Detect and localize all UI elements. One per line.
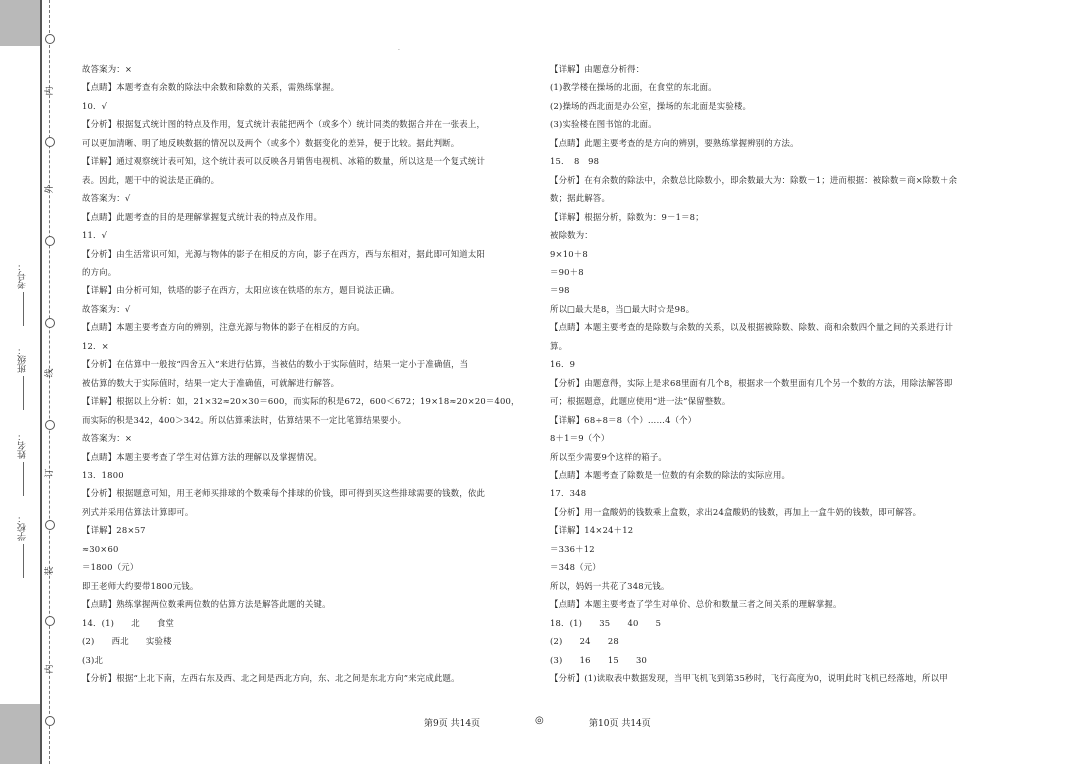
text-line: 【详解】由题意分析得： (550, 64, 645, 74)
top-mark: · (398, 47, 400, 54)
text-line: 【点睛】本题主要考查了学生对估算方法的理解以及掌握情况。 (82, 451, 323, 462)
text-line: ＝348（元） (550, 562, 601, 573)
text-line: 【分析】用一盒酸奶的钱数乘上盒数，求出24盒酸奶的钱数，再加上一盒牛奶的钱数，即可解答。 (550, 506, 922, 517)
school-label: 学校： (18, 514, 28, 541)
text-line: ＝336＋12 (550, 543, 595, 554)
text-line: 11．√ (82, 230, 108, 241)
class-field[interactable] (6, 346, 40, 410)
text-line: 13．1800 (82, 469, 124, 480)
side-char: 线 (45, 368, 55, 378)
school-blank[interactable] (23, 544, 24, 578)
text-line: 【点睛】本题主要考查方向的辨别，注意光源与物体的影子在相反的方向。 (82, 322, 365, 333)
text-line: 故答案为：√ (82, 303, 131, 314)
text-line: 【点睛】本题考查有余数的除法中余数和除数的关系，需熟练掌握。 (82, 82, 340, 93)
text-line: 被除数为： (550, 230, 593, 241)
binding-ring (45, 137, 55, 147)
binding-ring (45, 716, 55, 726)
side-char: 订 (45, 468, 55, 478)
gutter-dashed-line (49, 0, 50, 764)
text-line: 【分析】由生活常识可知，光源与物体的影子在相反的方向，影子在西方，西与东相对，据此即可知道太阳 (82, 248, 486, 259)
text-line: ＝98 (550, 285, 570, 296)
text-line: 16．9 (550, 359, 576, 370)
text-line: 【详解】通过观察统计表可知，这个统计表可以反映各月销售电视机、冰箱的数量，所以这是一个复式统计 (82, 156, 486, 167)
text-line: 18．(1) 35 40 5 (550, 617, 662, 628)
text-line: 即王老师大约要带1800元钱。 (82, 580, 199, 591)
text-line: 【分析】根据复式统计图的特点及作用，复式统计表能把两个（或多个）统计同类的数据合并在一张表上， (82, 119, 486, 130)
text-line: 【点睛】本题考查了除数是一位数的有余数的除法的实际应用。 (550, 469, 791, 480)
text-line: 【分析】根据题意可知，用王老师买排球的个数乘每个排球的价钱，即可得到买这些排球需要的钱数，依此 (82, 488, 486, 499)
text-line: ＝1800（元） (82, 562, 139, 573)
right-page-column (550, 60, 1010, 687)
class-label: 班级： (18, 346, 28, 373)
side-char: 装 (45, 566, 55, 576)
text-line: 【分析】根据“上北下南，左西右东及西、北之间是西北方向，东、北之间是东北方向”来完成此题。 (82, 672, 460, 683)
text-line: 【点睛】本题主要考查了学生对单价、总价和数量三者之间关系的理解掌握。 (550, 599, 842, 610)
text-line: 【详解】根据以上分析：如，21×32≈20×30＝600，而实际的积是672，600＜672；19×18≈20×20＝400， (82, 396, 520, 407)
text-line: 被估算的数大于实际值时，结果一定大于准确值，可就解进行解答。 (82, 377, 340, 388)
text-line: (3) 16 15 30 (550, 654, 648, 665)
text-line: 15． 8 98 (550, 156, 600, 167)
text-line: (2) 24 28 (550, 636, 619, 647)
text-line: 14．(1) 北 食堂 (82, 617, 175, 628)
text-line: (2)操场的西北面是办公室，操场的东北面是实验楼。 (550, 100, 752, 111)
left-page-column (82, 60, 542, 687)
binding-ring (45, 420, 55, 430)
text-line: 【分析】(1)读取表中数据发现，当甲飞机飞到第35秒时，飞行高度为0，说明此时飞机已经落地，所以甲 (550, 672, 948, 683)
text-line: 表。因此，题干中的说法是正确的。 (82, 174, 220, 185)
text-line: 可以更加清晰、明了地反映数据的情况以及两个（或多个）数据变化的差异，便于比较。据此判断。 (82, 137, 460, 148)
binding-ring (45, 34, 55, 44)
text-line: 故答案为：× (82, 433, 133, 444)
text-line: 所以，妈妈一共花了348元钱。 (550, 580, 670, 591)
binding-ring (45, 318, 55, 328)
text-line: ≈30×60 (82, 543, 119, 554)
text-line: 【详解】14×24＋12 (550, 525, 634, 536)
name-field[interactable] (6, 432, 40, 496)
text-line: 所以至少需要9个这样的箱子。 (550, 451, 668, 462)
text-line: 算。 (550, 340, 568, 351)
text-line: 【分析】在估算中一般按“四舍五入”来进行估算，当被估的数小于实际值时，结果一定小于准确值，当 (82, 359, 469, 370)
text-line: (1)教学楼在操场的北面，在食堂的东北面。 (550, 82, 717, 93)
text-line: 【分析】在有余数的除法中，余数总比除数小，即余数最大为：除数－1；进而根据：被除数＝商×除数＋余 (550, 174, 958, 185)
text-line: ＝90＋8 (550, 266, 584, 277)
text-line: 【点睛】此题考查的目的是理解掌握复式统计表的特点及作用。 (82, 211, 323, 222)
side-char: 内 (45, 86, 55, 96)
text-line: 的方向。 (82, 266, 117, 277)
text-line: 9×10＋8 (550, 248, 588, 259)
gutter-gray-block-bottom (0, 704, 40, 764)
text-line: 【点睛】此题主要考查的是方向的辨别，要熟练掌握辨别的方法。 (550, 137, 799, 148)
binding-ring (45, 616, 55, 626)
side-char: 内 (45, 664, 55, 674)
page-center-mark: ◎ (535, 715, 544, 726)
text-line: 12．× (82, 340, 109, 351)
school-field[interactable] (6, 514, 40, 578)
text-line: 故答案为：√ (82, 193, 131, 204)
text-line: 数；据此解答。 (550, 193, 611, 204)
name-blank[interactable] (23, 462, 24, 496)
text-line: 10．√ (82, 100, 108, 111)
text-line: 可；根据题意，此题应使用“进一法”保留整数。 (550, 396, 731, 407)
exam-number-label: 考号： (18, 262, 28, 289)
text-line: 故答案为：× (82, 64, 133, 74)
page-number-left: 第9页 共14页 (424, 719, 481, 729)
text-line: (2) 西北 实验楼 (82, 636, 172, 647)
text-line: 所以□最大是8，当□最大时☆是98。 (550, 303, 695, 314)
text-line: 而实际的积是342，400＞342。所以估算乘法时，估算结果不一定比笔算结果要小。 (82, 414, 407, 425)
page-number-right: 第10页 共14页 (589, 719, 651, 729)
text-line: 【详解】由分析可知，铁塔的影子在西方，太阳应该在铁塔的东方，题目说法正确。 (82, 285, 400, 296)
class-blank[interactable] (23, 376, 24, 410)
exam-number-field[interactable] (6, 262, 40, 326)
text-line: 【分析】由题意得，实际上是求68里面有几个8，根据求一个数里面有几个另一个数的方法，用除法解答即 (550, 377, 953, 388)
gutter-border-line (40, 0, 42, 764)
text-line: 【点睛】本题主要考查的是除数与余数的关系，以及根据被除数、除数、商和余数四个量之间的关系进行计 (550, 322, 954, 333)
text-line: 【详解】28×57 (82, 525, 146, 536)
binding-ring (45, 520, 55, 530)
text-line: 【详解】根据分析，除数为：9－1＝8； (550, 211, 704, 222)
side-char: 外 (45, 184, 55, 194)
binding-gutter (0, 0, 66, 764)
text-line: (3)北 (82, 654, 104, 665)
exam-number-blank[interactable] (23, 292, 24, 326)
text-line: (3)实验楼在图书馆的北面。 (550, 119, 657, 130)
text-line: 【点睛】熟练掌握两位数乘两位数的估算方法是解答此题的关键。 (82, 599, 331, 610)
name-label: 姓名： (18, 432, 28, 459)
binding-ring (45, 236, 55, 246)
text-line: 17．348 (550, 488, 587, 499)
gutter-gray-block-top (0, 0, 40, 46)
text-line: 8＋1＝9（个） (550, 433, 610, 444)
text-line: 【详解】68÷8＝8（个）……4（个） (550, 414, 697, 425)
text-line: 列式并采用估算法计算即可。 (82, 506, 194, 517)
